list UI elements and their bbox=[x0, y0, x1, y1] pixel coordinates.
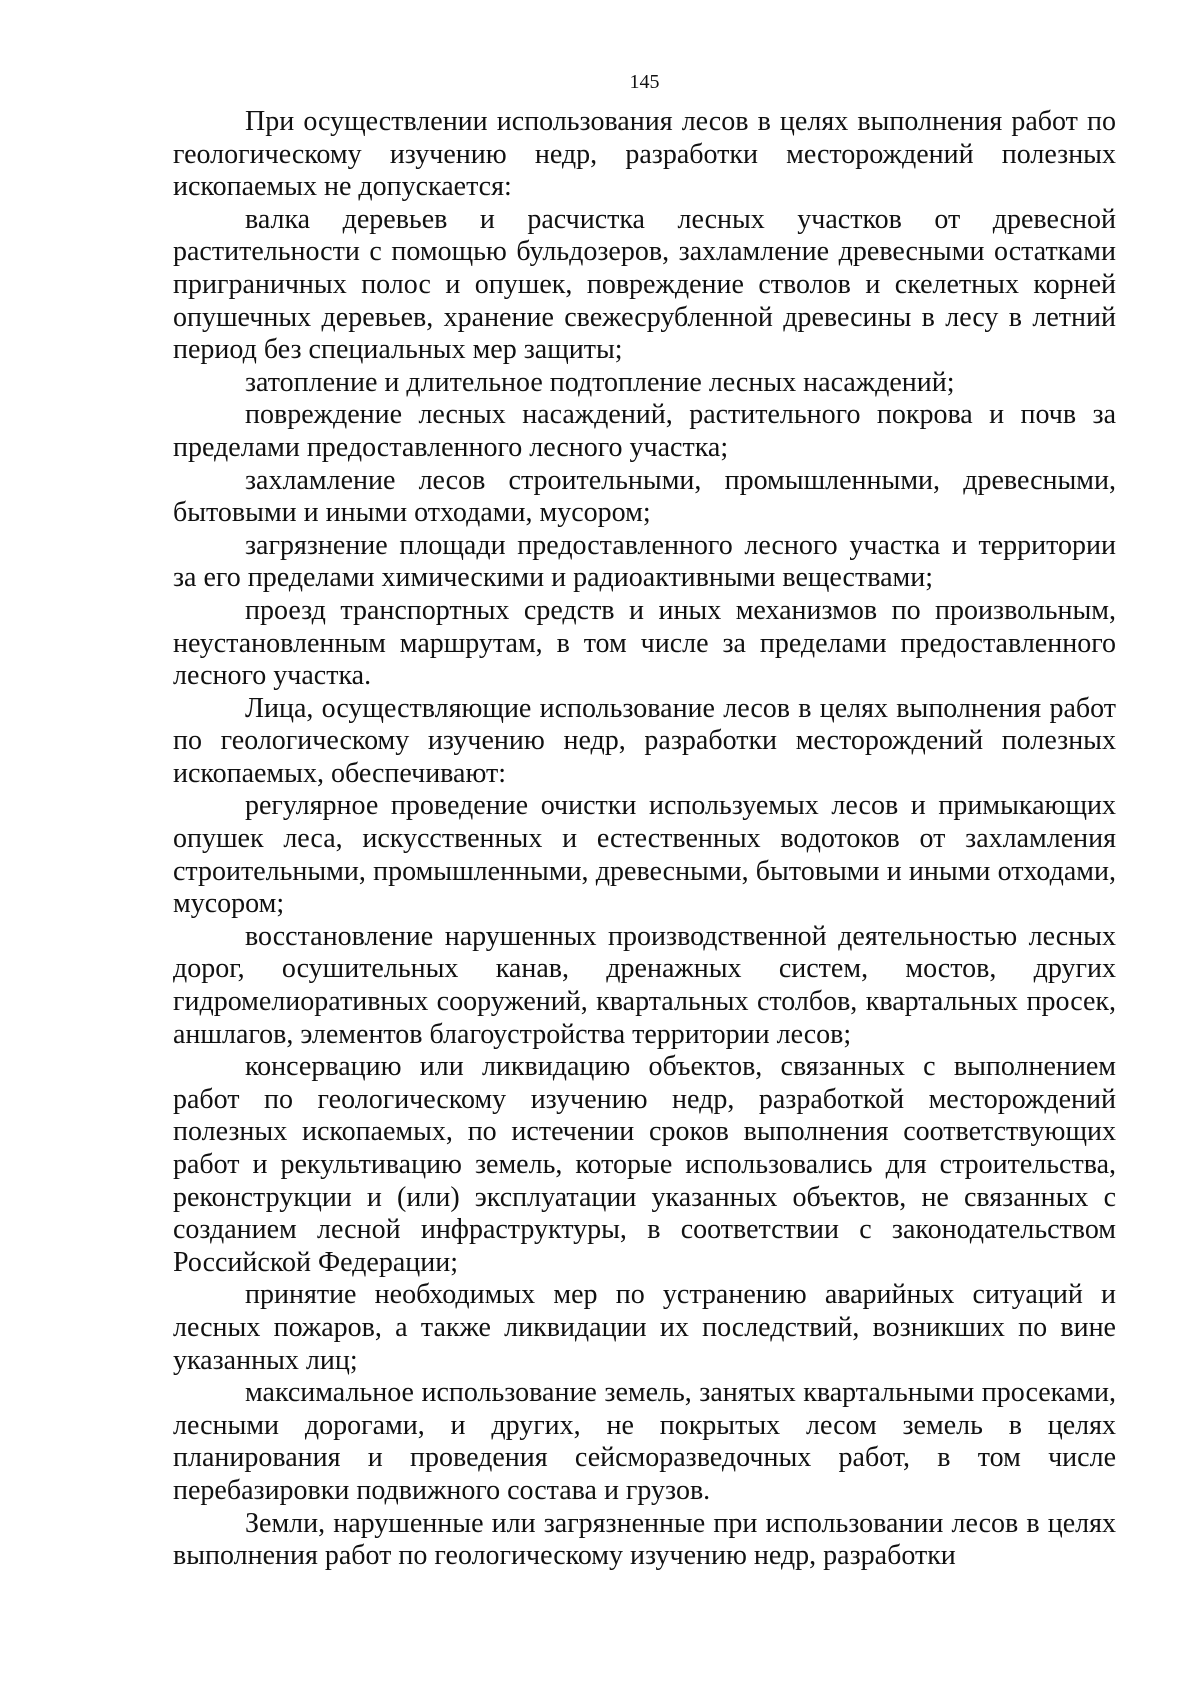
paragraph: повреждение лесных насаждений, растительного покрова и почв за пределами предоставленного лесного участка; bbox=[173, 399, 1116, 463]
paragraph: При осуществлении использования лесов в целях выполнения работ по геологическому изучению недр, разработки месторождений полезных ископаемых не допускается: bbox=[173, 106, 1116, 203]
paragraph: захламление лесов строительными, промышленными, древесными, бытовыми и иными отходами, мусором; bbox=[173, 464, 1116, 529]
paragraph: восстановление нарушенных производственной деятельностью лесных дорог, осушительных канав, дренажных систем, мостов, других гидромелиоративных сооружений, квартальных столбов, квартальных просек, аншлагов, элементов благоустройства территории лесов; bbox=[173, 920, 1116, 1050]
document-body bbox=[173, 106, 1116, 1573]
paragraph: валка деревьев и расчистка лесных участков от древесной растительности с помощью бульдозеров, захламление древесными остатками приграничных полос и опушек, повреждение стволов и скелетных корней опушечных деревьев, хранение свежесрубленной древесины в лесу в летний период без специальных мер защиты; bbox=[173, 203, 1116, 366]
paragraph: консервацию или ликвидацию объектов, связанных с выполнением работ по геологическому изучению недр, разработкой месторождений полезных ископаемых, по истечении сроков выполнения соответствующих работ и рекультивацию земель, которые использовались для строительства, реконструкции и (или) эксплуатации указанных объектов, не связанных с созданием лесной инфраструктуры, в соответствии с законодательством Российской Федерации; bbox=[173, 1051, 1116, 1278]
paragraph: затопление и длительное подтопление лесных насаждений; bbox=[245, 366, 955, 398]
paragraph: загрязнение площади предоставленного лесного участка и территории за его пределами химическими и радиоактивными веществами; bbox=[173, 529, 1116, 594]
page-number: 145 bbox=[629, 71, 660, 93]
paragraph: максимальное использование земель, занятых квартальными просеками, лесными дорогами, и других, не покрытых лесом земель в целях планирования и проведения сейсморазведочных работ, в том числе перебазировки подвижного состава и грузов. bbox=[173, 1377, 1116, 1506]
paragraph: проезд транспортных средств и иных механизмов по произвольным, неустановленным маршрутам, в том числе за пределами предоставленного лесного участка. bbox=[173, 594, 1116, 692]
paragraph: регулярное проведение очистки используемых лесов и примыкающих опушек леса, искусственных и естественных водотоков от захламления строительными, промышленными, древесными, бытовыми и иными отходами, мусором; bbox=[173, 790, 1116, 920]
paragraph: Лица, осуществляющие использование лесов в целях выполнения работ по геологическому изучению недр, разработки месторождений полезных ископаемых, обеспечивают: bbox=[173, 692, 1116, 789]
paragraph: принятие необходимых мер по устранению аварийных ситуаций и лесных пожаров, а также ликвидации их последствий, возникших по вине указанных лиц; bbox=[173, 1279, 1116, 1376]
paragraph: Земли, нарушенные или загрязненные при использовании лесов в целях выполнения работ по геологическому изучению недр, разработки bbox=[173, 1507, 1116, 1572]
